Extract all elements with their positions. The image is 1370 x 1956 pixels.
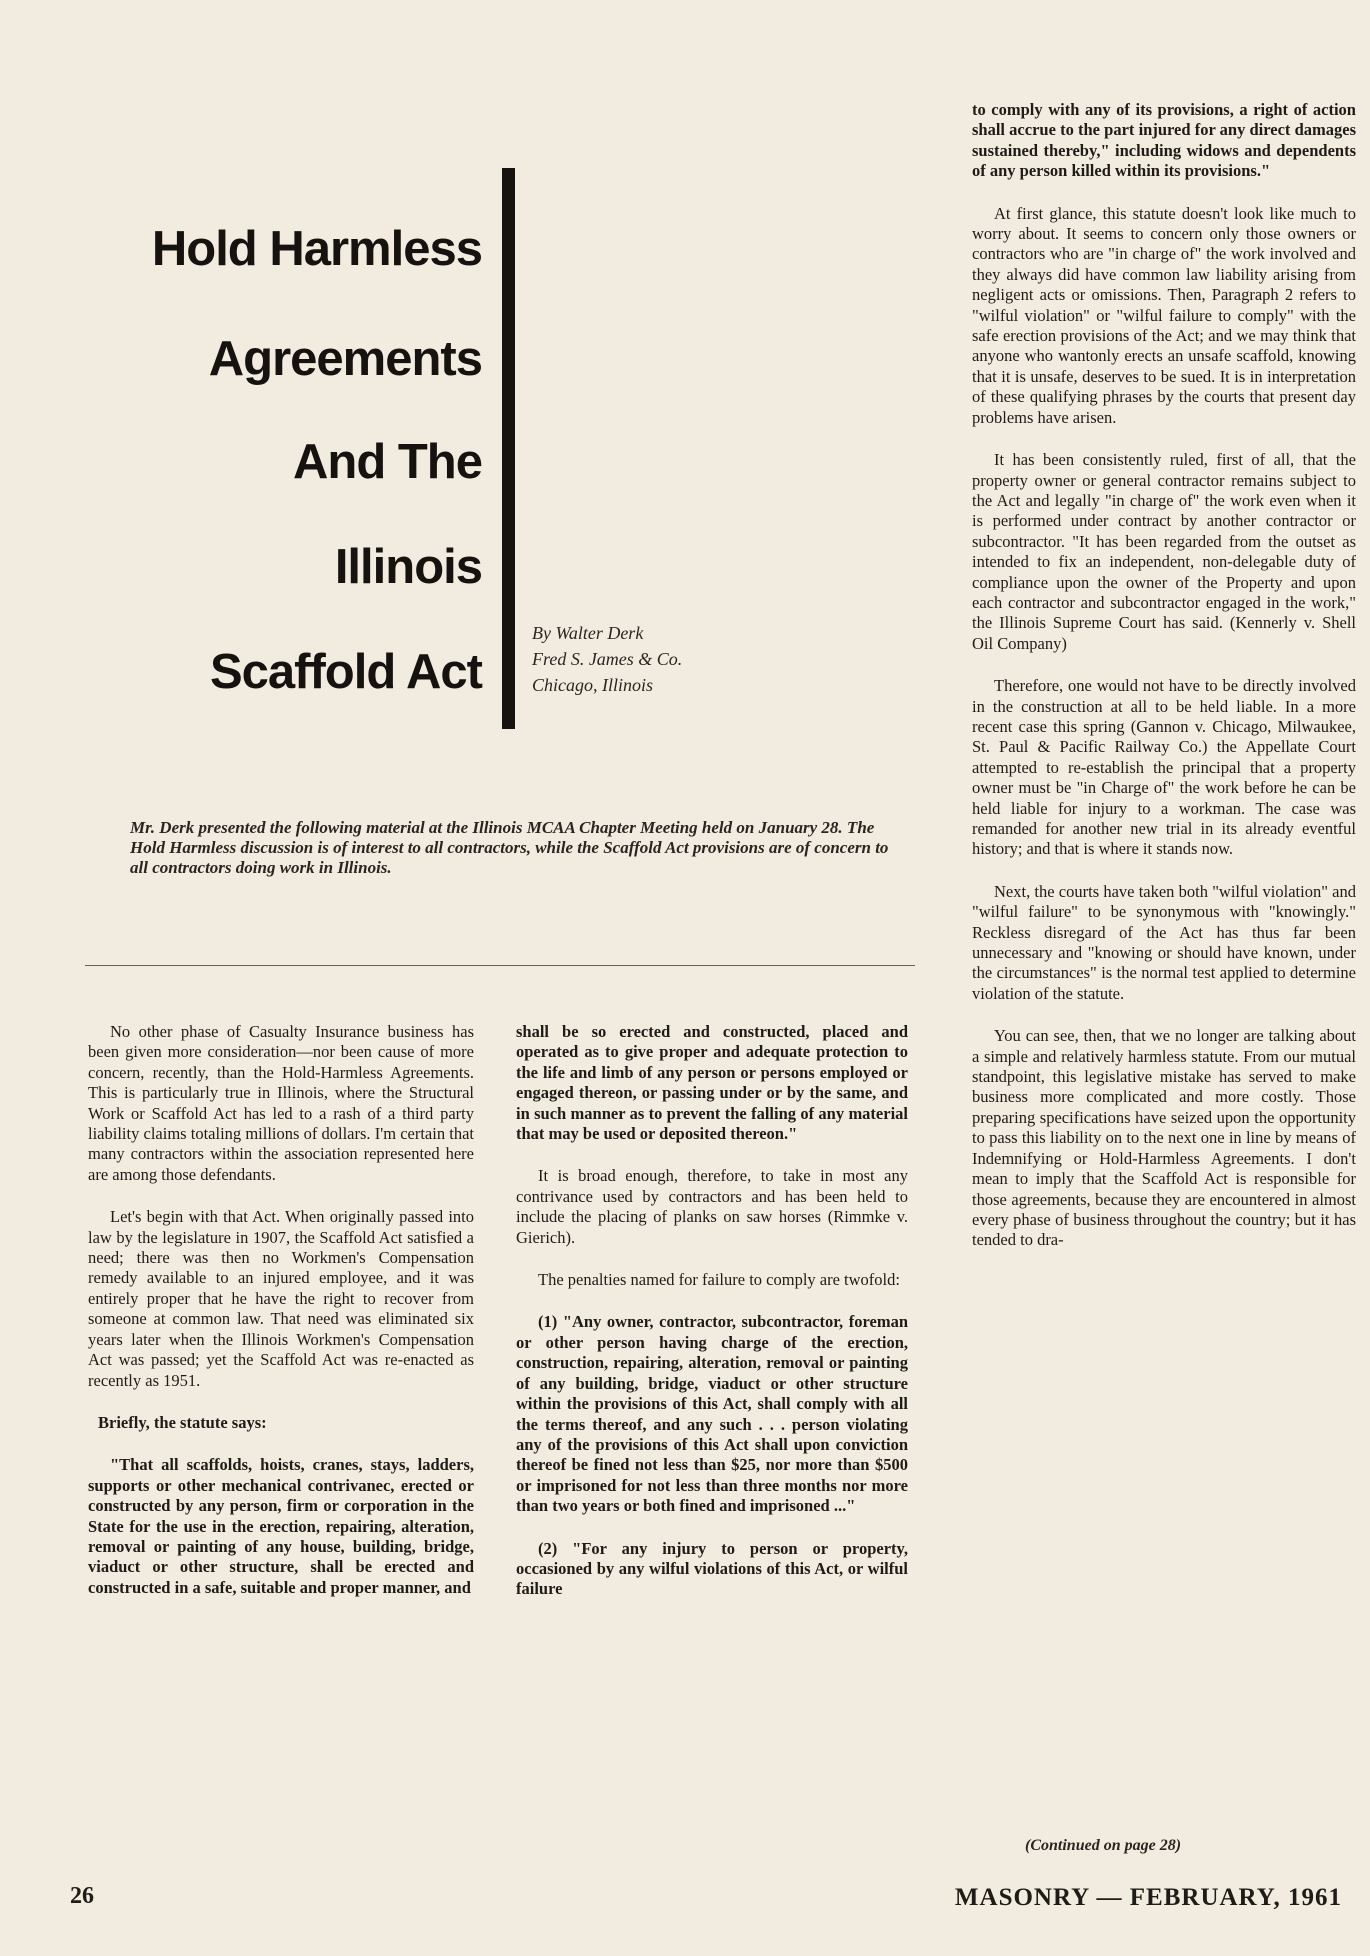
article-title-line-5: Scaffold Act	[209, 645, 482, 699]
paragraph: It is broad enough, therefore, to take in most any contrivance used by contractors and has been held to include the placing of planks on saw horses (Rimmke v. Gierich).	[516, 1166, 908, 1247]
paragraph: Let's begin with that Act. When originally passed into law by the legislature in 1907, the Scaffold Act satisfied a need; there was then no Workmen's Compensation remedy available to an injured employee, and it was entirely proper that he have the right to recover from someone at common law. That need was eliminated six years later when the Illinois Workmen's Compensation Act was passed; yet the Scaffold Act was re-enacted as recently as 1951.	[88, 1207, 474, 1390]
paragraph: The penalties named for failure to comply are twofold:	[538, 1270, 900, 1290]
article-title-line-2: Agreements	[208, 332, 482, 386]
paragraph: Next, the courts have taken both "wilful violation" and "wilful failure" to be synonymous with "knowingly." Reckless disregard of the Act has thus far been unnecessary and "knowing or should have known, under the circumstances" is the normal test applied to determine violation of the statute.	[972, 881, 1356, 1003]
byline-company: Fred S. James & Co.	[532, 649, 683, 669]
paragraph-quote: (1) "Any owner, contractor, subcontractor, foreman or other person having charge of the erection, construction, repairing, alteration, removal or painting of any building, bridge, viaduct or other structure within the provisions of this Act, shall comply with all the terms thereof, and any such . . . person violating any of the provisions of this Act shall upon conviction thereof be fined not less than $25, nor more than $500 or imprisoned for not less than three months nor more than two years or both fined and imprisoned ..."	[516, 1312, 908, 1516]
paragraph-quote: shall be so erected and constructed, placed and operated as to give proper and adequate protection to the life and limb of any person or persons employed or engaged thereon, or passing under or by the same, and in such manner as to prevent the falling of any material that may be used or deposited thereon."	[516, 1022, 908, 1144]
article-title-line-4: Illinois	[334, 540, 482, 594]
paragraph: At first glance, this statute doesn't look like much to worry about. It seems to concern only those owners or contractors who are "in charge of" the work involved and they always did have common law liability arising from negligent acts or omissions. Then, Paragraph 2 refers to "wilful violation" or "wilful failure to comply" with the safe erection provisions of the Act; and we may think that anyone who wantonly erects an unsafe scaffold, knowing that it is unsafe, deserves to be sued. It is in interpretation of these qualifying phrases by the courts that present day problems have arisen.	[972, 203, 1356, 427]
magazine-footer: MASONRY — FEBRUARY, 1961	[954, 1884, 1342, 1911]
page-number: 26	[70, 1883, 94, 1909]
article-title-line-1: Hold Harmless	[151, 222, 482, 276]
continued-note: (Continued on page 28)	[1025, 1837, 1182, 1854]
article-title-line-3: And The	[293, 435, 482, 489]
body-column-3	[972, 100, 1356, 1273]
paragraph-subhead: Briefly, the statute says:	[98, 1412, 267, 1432]
paragraph-quote: "That all scaffolds, hoists, cranes, stays, ladders, supports or other mechanical contrivanec, erected or constructed by any person, firm or corporation in the State for the use in the erection, repairing, alteration, removal or painting of any house, building, bridge, viaduct or other structure, shall be erected and constructed in a safe, suitable and proper manner, and	[88, 1455, 474, 1597]
paragraph-quote: (2) "For any injury to person or property, occasioned by any wilful violations of this Act, or wilful failure	[516, 1538, 908, 1599]
byline-location: Chicago, Illinois	[532, 675, 653, 695]
paragraph: You can see, then, that we no longer are talking about a simple and relatively harmless statute. From our mutual standpoint, this legislative mistake has served to make business more complicated and more costly. Those preparing specifications have seized upon the opportunity to pass this liability on to the next one in line by means of Indemnifying or Hold-Harmless Agreements. I don't mean to imply that the Scaffold Act is responsible for those agreements, because they are encountered in almost every phase of business throughout the country; but it has tended to dra-	[972, 1026, 1356, 1250]
body-column-1	[88, 1022, 474, 1620]
paragraph-quote: to comply with any of its provisions, a right of action shall accrue to the part injured for any direct damages sustained thereby," including widows and dependents of any person killed within its provisions."	[972, 100, 1356, 181]
paragraph: It has been consistently ruled, first of all, that the property owner or general contractor remains subject to the Act and legally "in charge of" the work even when it is performed under contract by another contractor or subcontractor. "It has been regarded from the outset as intended to fix an independent, non-delegable duty of compliance upon the owner of the Property and upon each contractor and subcontractor engaged in the work," the Illinois Supreme Court has said. (Kennerly v. Shell Oil Company)	[972, 450, 1356, 653]
byline-author: By Walter Derk	[532, 623, 644, 643]
intro-note: Mr. Derk presented the following material at the Illinois MCAA Chapter Meeting held on January 28. The Hold Harmless discussion is of interest to all contractors, while the Scaffold Act provisions are of concern to all contractors doing work in Illinois.	[130, 818, 889, 877]
body-column-2	[516, 1022, 908, 1622]
byline	[532, 620, 682, 698]
paragraph: Therefore, one would not have to be directly involved in the construction at all to be held liable. In a more recent case this spring (Gannon v. Chicago, Milwaukee, St. Paul & Pacific Railway Co.) the Appellate Court attempted to re-establish the principal that a property owner must be "in Charge of" the work before he can be held liable for injury to a workman. The case was remanded for another new trial in its already eventful history; and that is where it stands now.	[972, 676, 1356, 859]
title-vertical-rule	[502, 168, 515, 729]
paragraph: No other phase of Casualty Insurance business has been given more consideration—nor been cause of more concern, recently, than the Hold-Harmless Agreements. This is particularly true in Illinois, where the Structural Work or Scaffold Act has led to a rash of a third party liability claims totaling millions of dollars. I'm certain that many contractors within the association represented here are among those defendants.	[88, 1022, 474, 1184]
section-divider	[85, 965, 915, 966]
